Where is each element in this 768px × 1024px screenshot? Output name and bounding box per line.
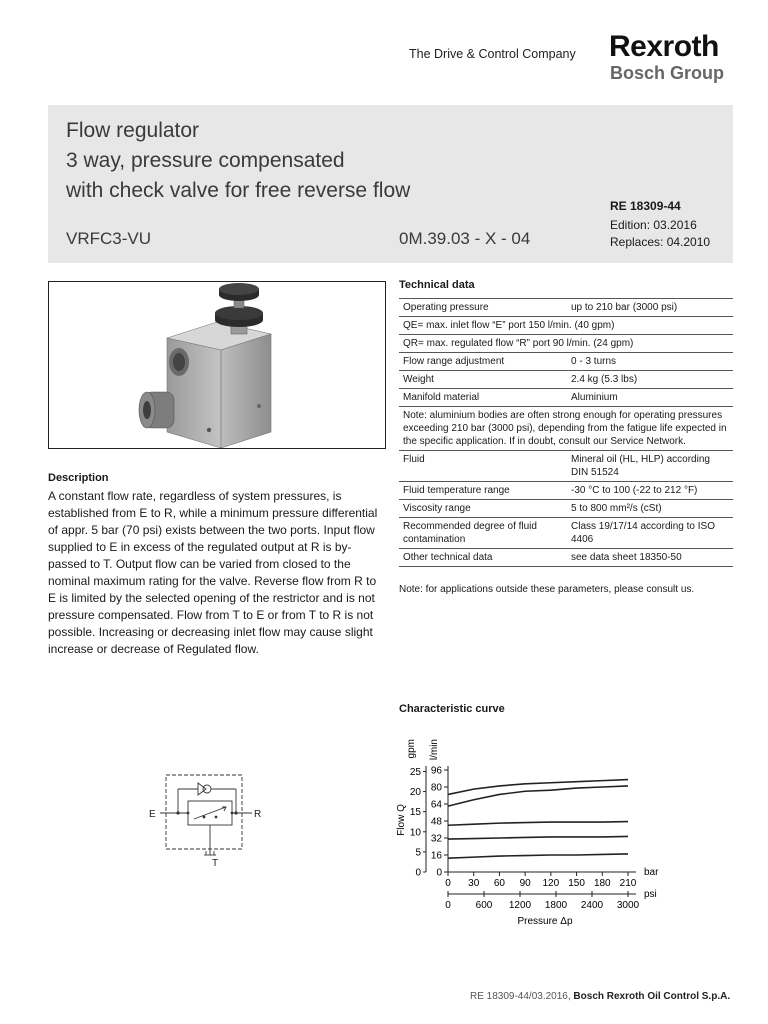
x-tick-label-bar: 210 [619, 878, 637, 889]
technical-data-value: 5 to 800 mm²/s (cSt) [567, 500, 733, 518]
y-tick-label-gpm: 25 [409, 766, 421, 778]
brand-logo: Rexroth [609, 30, 719, 63]
port-r-label: R [254, 809, 262, 820]
x-tick-label-psi: 3000 [616, 900, 640, 911]
technical-data-row [399, 371, 733, 389]
x-tick-label-bar: 90 [519, 878, 531, 889]
x-tick-label-bar: 180 [593, 878, 611, 889]
technical-data-value: 2.4 kg (5.3 lbs) [567, 371, 733, 389]
x-tick-label-psi: 0 [445, 900, 451, 911]
technical-data-label: Flow range adjustment [399, 353, 567, 371]
technical-data-heading: Technical data [399, 279, 475, 291]
x-tick-label-bar: 0 [445, 878, 451, 889]
x-tick-label-psi: 600 [475, 900, 493, 911]
technical-data-value: Mineral oil (HL, HLP) according DIN 51524 [567, 451, 733, 482]
technical-data-value: -30 °C to 100 (-22 to 212 °F) [567, 482, 733, 500]
y-tick-label-lmin: 0 [436, 867, 442, 879]
y-unit-secondary: gpm [406, 739, 417, 759]
technical-data-label: Weight [399, 371, 567, 389]
x-tick-label-bar: 150 [568, 878, 585, 889]
technical-data-label: Fluid [399, 451, 567, 482]
technical-data-row [399, 317, 733, 335]
y-tick-label-gpm: 15 [409, 807, 421, 819]
doc-edition: Edition: 03.2016 [610, 218, 697, 232]
brand-subtitle: Bosch Group [610, 63, 725, 83]
tagline: The Drive & Control Company [409, 47, 576, 61]
y-tick-label-gpm: 0 [415, 867, 421, 879]
footer [470, 991, 730, 1002]
y-tick-label-lmin: 64 [430, 799, 442, 811]
y-tick-label-lmin: 48 [430, 816, 442, 828]
hydraulic-symbol [140, 765, 280, 870]
y-tick-label-gpm: 5 [415, 847, 421, 859]
chart-heading: Characteristic curve [399, 703, 505, 715]
technical-data-label: Other technical data [399, 549, 567, 567]
footer-doc: RE 18309-44/03.2016, [470, 991, 571, 1002]
x-tick-label-psi: 1800 [544, 900, 568, 911]
technical-data-row [399, 549, 733, 567]
product-photo-frame [48, 281, 386, 449]
title-line-1: Flow regulator [66, 119, 200, 142]
technical-data-row [399, 353, 733, 371]
x-unit-secondary: psi [644, 889, 657, 900]
y-tick-label-lmin: 16 [430, 850, 442, 862]
technical-data-row [399, 389, 733, 407]
port-t-label: T [212, 858, 219, 869]
product-photo [49, 282, 385, 448]
chart-series-line [448, 854, 628, 858]
technical-data-row [399, 299, 733, 317]
x-tick-label-psi: 2400 [580, 900, 604, 911]
x-tick-label-bar: 120 [542, 878, 560, 889]
characteristic-chart [390, 725, 690, 935]
x-tick-label-bar: 30 [468, 878, 480, 889]
doc-replaces: Replaces: 04.2010 [610, 235, 711, 249]
technical-data-label: Viscosity range [399, 500, 567, 518]
description-heading: Description [48, 472, 109, 484]
technical-data-row [399, 335, 733, 353]
x-unit-primary: bar [644, 867, 659, 878]
technical-data-row [399, 407, 733, 451]
y-tick-label-lmin: 32 [430, 833, 442, 845]
technical-data-note: Note: for applications outside these parameters, please consult us. [399, 584, 695, 595]
title-line-2: 3 way, pressure compensated [66, 149, 345, 172]
doc-number: RE 18309-44 [610, 199, 681, 213]
technical-data-value: Class 19/17/14 according to ISO 4406 [567, 518, 733, 549]
technical-data-row [399, 482, 733, 500]
technical-data-label: Recommended degree of fluid contamination [399, 518, 567, 549]
x-axis-label: Pressure Δp [517, 916, 573, 927]
technical-data-value: see data sheet 18350-50 [567, 549, 733, 567]
y-tick-label-lmin: 96 [430, 765, 442, 777]
chart-series-line [448, 822, 628, 826]
technical-data-row [399, 451, 733, 482]
technical-data-label: Fluid temperature range [399, 482, 567, 500]
y-unit-primary: l/min [429, 739, 440, 761]
y-tick-label-gpm: 10 [409, 827, 421, 839]
technical-data-value: 0 - 3 turns [567, 353, 733, 371]
technical-data-cell: Note: aluminium bodies are often strong enough for operating pressures exceeding 210 bar (3000 psi), depending from the fatigue life expected in the specific application. If in doubt, consult our Service Network. [399, 407, 733, 451]
y-axis-label: Flow Q [396, 804, 407, 836]
technical-data-value: up to 210 bar (3000 psi) [567, 299, 733, 317]
technical-data-cell: QR= max. regulated flow “R” port 90 l/min. (24 gpm) [399, 335, 733, 353]
footer-company: Bosch Rexroth Oil Control S.p.A. [573, 991, 731, 1002]
order-code: 0M.39.03 - X - 04 [399, 229, 531, 248]
x-tick-label-bar: 60 [493, 878, 505, 889]
title-line-3: with check valve for free reverse flow [66, 179, 411, 202]
y-tick-label-gpm: 20 [409, 787, 421, 799]
technical-data-label: Manifold material [399, 389, 567, 407]
technical-data-row [399, 500, 733, 518]
technical-data-row [399, 518, 733, 549]
model-name: VRFC3-VU [66, 229, 152, 248]
port-e-label: E [149, 809, 156, 820]
description-text: A constant flow rate, regardless of system pressures, is established from E to R, while a minimum pressure differential of appr. 5 bar (70 psi) exists between the two ports. Input flow supplied to E in excess of the regulated output at R is by-passed to T. Output flow can be varied from closed to the nominal maximum rating for the valve. Reverse flow from R to E is limited by the selected opening of the restrictor and is not pressure compensated. Flow from T to E or from T to R is not possible. Increasing or decreasing inlet flow may cause slight increase or decrease of Regulated flow. [48, 489, 378, 656]
y-tick-label-lmin: 80 [430, 782, 442, 794]
technical-data-table [399, 298, 733, 567]
technical-data-cell: QE= max. inlet flow “E” port 150 l/min. (40 gpm) [399, 317, 733, 335]
x-tick-label-psi: 1200 [508, 900, 532, 911]
technical-data-label: Operating pressure [399, 299, 567, 317]
chart-series-line [448, 836, 628, 839]
technical-data-value: Aluminium [567, 389, 733, 407]
